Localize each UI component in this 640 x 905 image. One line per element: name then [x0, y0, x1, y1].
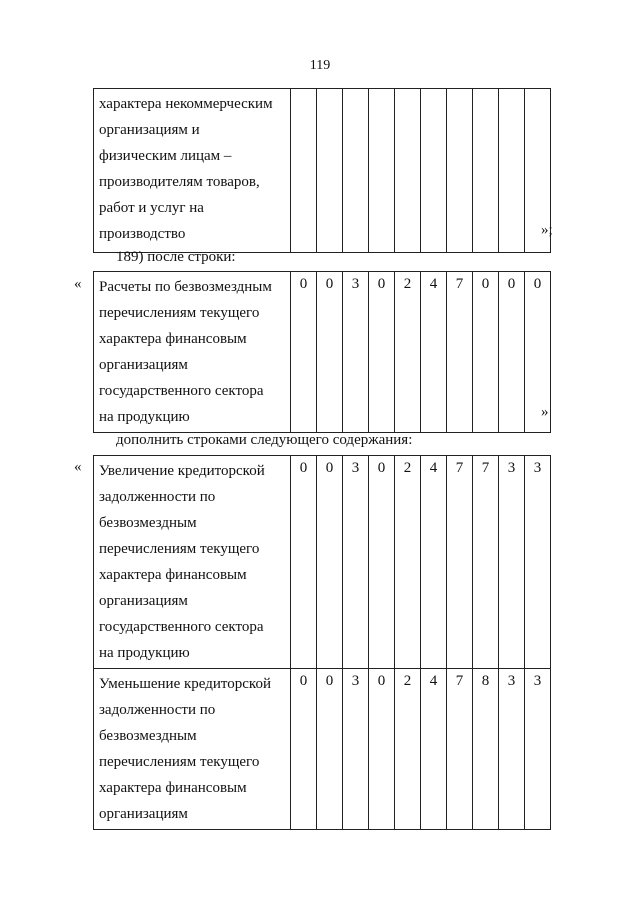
open-quote: «	[74, 276, 82, 292]
code-cell	[369, 89, 395, 253]
code-cell	[291, 89, 317, 253]
code-cell	[421, 89, 447, 253]
code-cell: 0	[499, 272, 525, 433]
code-cell: 2	[395, 456, 421, 669]
code-cell	[473, 89, 499, 253]
code-cell: 4	[421, 272, 447, 433]
description-line: на продукцию	[99, 645, 190, 661]
code-cell: 0	[317, 272, 343, 433]
code-cell: 3	[499, 456, 525, 669]
table-row	[94, 89, 551, 253]
code-cell: 3	[499, 669, 525, 830]
code-cell	[343, 89, 369, 253]
description-line: производителям товаров,	[99, 174, 260, 190]
code-cell	[317, 89, 343, 253]
code-cell	[447, 89, 473, 253]
code-cell: 0	[291, 456, 317, 669]
description-line: перечислениям текущего	[99, 754, 260, 770]
description-line: характера финансовым	[99, 780, 247, 796]
description-line: задолженности по	[99, 489, 216, 505]
code-cell: 4	[421, 669, 447, 830]
code-cell: 0	[291, 272, 317, 433]
description-line: безвозмездным	[99, 728, 197, 744]
code-cell: 3	[525, 669, 551, 830]
code-cell: 0	[369, 456, 395, 669]
description-line: организациям и	[99, 122, 200, 138]
code-cell: 3	[343, 272, 369, 433]
row-description	[94, 456, 291, 669]
description-line: организациям	[99, 357, 188, 373]
page-number: 119	[309, 58, 331, 73]
table-row	[94, 272, 551, 433]
row-description	[94, 669, 291, 830]
row-description	[94, 89, 291, 253]
code-cell: 4	[421, 456, 447, 669]
table-row	[94, 669, 551, 830]
code-cell	[499, 89, 525, 253]
description-line: государственного сектора	[99, 619, 264, 635]
description-line: перечислениям текущего	[99, 541, 260, 557]
code-cell: 2	[395, 669, 421, 830]
close-quote: »;	[541, 222, 553, 238]
row-description	[94, 272, 291, 433]
table-existing-row	[93, 271, 551, 433]
description-line: характера некоммерческим	[99, 96, 273, 112]
paragraph-189: 189) после строки:	[116, 249, 236, 265]
code-cell: 3	[343, 669, 369, 830]
code-cell	[395, 89, 421, 253]
open-quote: «	[74, 459, 82, 475]
description-line: организациям	[99, 593, 188, 609]
code-cell: 3	[525, 456, 551, 669]
table-new-rows	[93, 455, 551, 830]
code-cell: 2	[395, 272, 421, 433]
code-cell: 7	[447, 669, 473, 830]
code-cell: 0	[317, 669, 343, 830]
description-line: характера финансовым	[99, 331, 247, 347]
code-cell: 3	[343, 456, 369, 669]
description-line: производство	[99, 226, 186, 242]
description-line: работ и услуг на	[99, 200, 204, 216]
code-cell: 7	[473, 456, 499, 669]
description-line: Увеличение кредиторской	[99, 463, 265, 479]
paragraph-add-rows: дополнить строками следующего содержания:	[116, 432, 413, 448]
code-cell: 7	[447, 272, 473, 433]
table-row	[94, 456, 551, 669]
code-cell: 0	[369, 272, 395, 433]
description-line: безвозмездным	[99, 515, 197, 531]
code-cell: 7	[447, 456, 473, 669]
description-line: Уменьшение кредиторской	[99, 676, 271, 692]
description-line: физическим лицам –	[99, 148, 232, 164]
table-continuation	[93, 88, 551, 253]
code-cell: 0	[525, 272, 551, 433]
description-line: Расчеты по безвозмездным	[99, 279, 272, 295]
code-cell: 0	[291, 669, 317, 830]
code-cell: 8	[473, 669, 499, 830]
code-cell: 0	[369, 669, 395, 830]
description-line: задолженности по	[99, 702, 216, 718]
description-line: организациям	[99, 806, 188, 822]
description-line: государственного сектора	[99, 383, 264, 399]
description-line: перечислениям текущего	[99, 305, 260, 321]
code-cell: 0	[317, 456, 343, 669]
description-line: характера финансовым	[99, 567, 247, 583]
code-cell: 0	[473, 272, 499, 433]
description-line: на продукцию	[99, 409, 190, 425]
close-quote: »	[541, 404, 549, 420]
